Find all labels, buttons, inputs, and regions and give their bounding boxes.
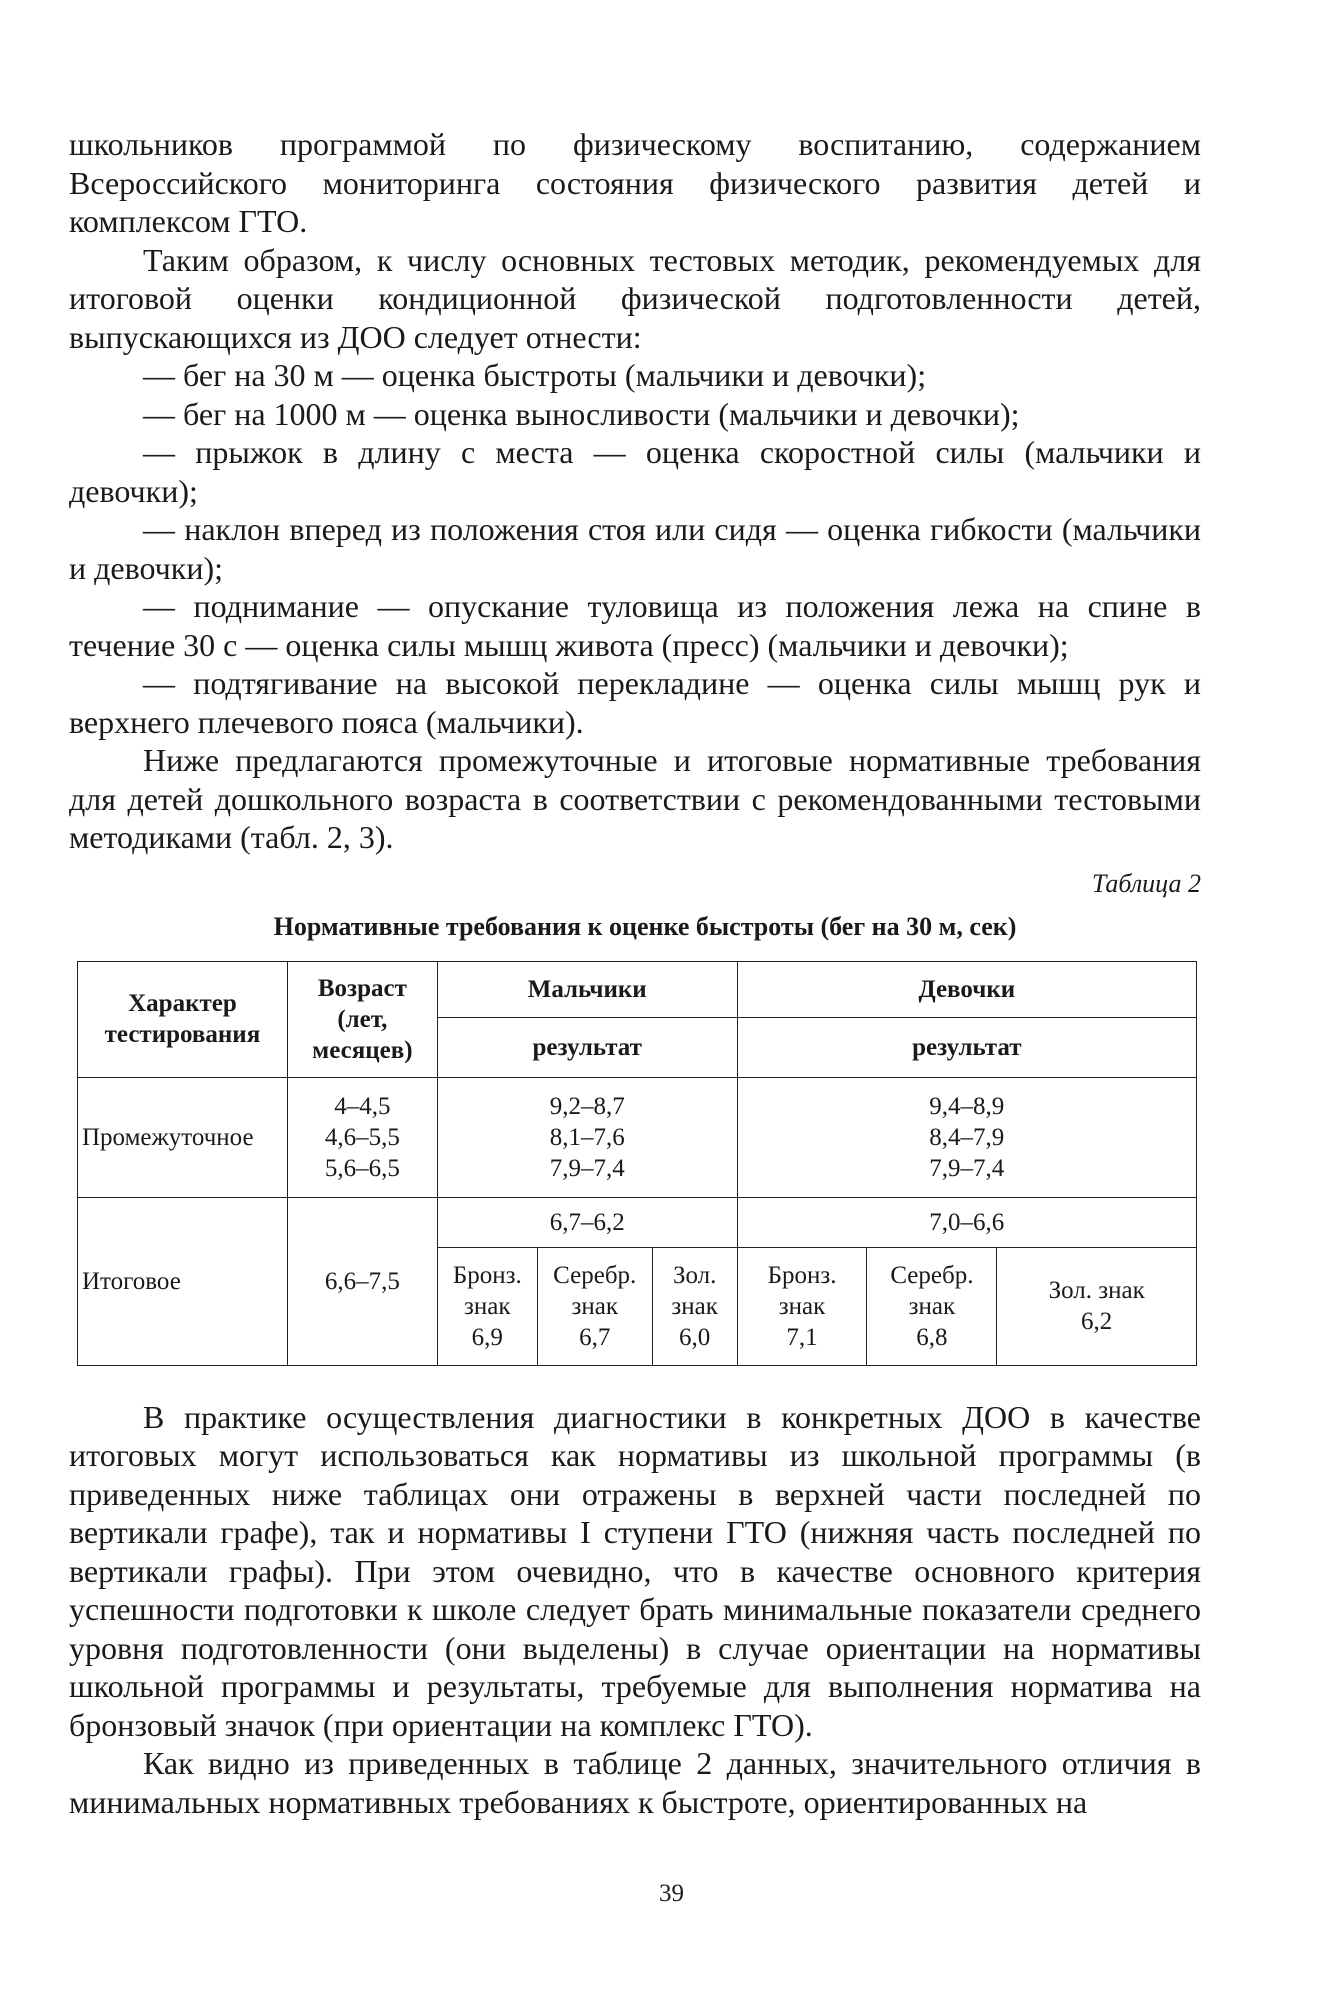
badge-value: 6,2	[1081, 1308, 1113, 1335]
row-final-label: Итоговое	[78, 1197, 288, 1365]
badge-value: 6,8	[916, 1323, 948, 1351]
badge-value: 7,1	[786, 1323, 818, 1351]
header-character: Характер тестирования	[78, 961, 288, 1077]
page-content	[69, 125, 1201, 1821]
badge-line: Бронз.	[767, 1261, 837, 1289]
badge-line: знак	[908, 1292, 956, 1320]
list-item: — поднимание — опускание туловища из положения лежа на спине в течение 30 с — оценка силы мышц живота (пресс) (мальчики и девочки);	[69, 588, 1201, 663]
final-boys-range: 6,7–6,2	[437, 1197, 737, 1247]
girls-bronze-badge	[737, 1247, 867, 1365]
badge-value: 6,0	[679, 1323, 711, 1351]
paragraph-intro-table: Ниже предлагаются промежуточные и итоговые нормативные требования для детей дошкольного возраста в соответствии с рекомендованными тестовыми методиками (табл. 2, 3).	[69, 742, 1201, 855]
list-item: — наклон вперед из положения стоя или сидя — оценка гибкости (мальчики и девочки);	[69, 511, 1201, 586]
list-item: — подтягивание на высокой перекладине — оценка силы мышц рук и верхнего плечевого пояса (мальчики).	[69, 665, 1201, 740]
list-item: — бег на 30 м — оценка быстроты (мальчики и девочки);	[143, 357, 927, 393]
badge-line: знак	[778, 1292, 826, 1320]
badge-line: знак	[464, 1292, 511, 1320]
girls-value: 7,9–7,4	[929, 1154, 1005, 1182]
badge-line: Серебр.	[553, 1261, 637, 1289]
boys-gold-badge	[652, 1247, 737, 1365]
boys-value: 7,9–7,4	[549, 1154, 625, 1182]
badge-line: знак	[571, 1292, 618, 1320]
badge-line: Зол. знак	[1048, 1277, 1145, 1304]
badge-value: 6,9	[471, 1323, 503, 1351]
paragraph-practice: В практике осуществления диагностики в конкретных ДОО в качестве итоговых могут использоваться как нормативы из школьной программы (в приведенных ниже таблицах они отражены в верхней части последней по вертикали графе), так и нормативы I ступени ГТО (нижняя часть последней по вертикали графы). При этом очевидно, что в качестве основного критерия успешности подготовки к школе следует брать минимальные показатели среднего уровня подготовленности (они выделены) в случае ориентации на нормативы школьной программы и результаты, требуемые для выполнения норматива на бронзовый значок (при ориентации на комплекс ГТО).	[69, 1398, 1201, 1743]
intermediate-ages	[287, 1077, 437, 1197]
row-intermediate-label: Промежуточное	[78, 1077, 288, 1197]
age-value: 4,6–5,5	[324, 1123, 400, 1151]
intermediate-boys	[437, 1077, 737, 1197]
girls-value: 8,4–7,9	[929, 1123, 1005, 1151]
badge-line: знак	[671, 1292, 718, 1320]
table-title: Нормативные требования к оценке быстроты (бег на 30 м, сек)	[273, 911, 1017, 941]
header-boys: Мальчики	[437, 961, 737, 1017]
girls-silver-badge	[867, 1247, 997, 1365]
boys-value: 8,1–7,6	[549, 1123, 625, 1151]
intermediate-girls	[737, 1077, 1196, 1197]
age-value: 4–4,5	[334, 1092, 391, 1120]
page-number: 39	[659, 1880, 684, 1907]
boys-value: 9,2–8,7	[549, 1092, 625, 1120]
norms-table	[77, 961, 1197, 1366]
header-girls: Девочки	[737, 961, 1196, 1017]
header-result-girls: результат	[737, 1017, 1196, 1077]
final-girls-range: 7,0–6,6	[737, 1197, 1196, 1247]
list-item: — бег на 1000 м — оценка выносливости (мальчики и девочки);	[143, 395, 1020, 432]
paragraph-2: Таким образом, к числу основных тестовых методик, рекомендуемых для итоговой оценки кондиционной физической подготовленности детей, выпускающихся из ДОО следует отнести:	[69, 241, 1201, 355]
girls-value: 9,4–8,9	[929, 1092, 1005, 1120]
final-age: 6,6–7,5	[287, 1197, 437, 1365]
header-result-boys: результат	[437, 1017, 737, 1077]
table-label: Таблица 2	[1091, 868, 1201, 898]
age-value: 5,6–6,5	[324, 1154, 400, 1182]
boys-bronze-badge	[437, 1247, 537, 1365]
paragraph-1: школьников программой по физическому воспитанию, содержанием Всероссийского мониторинга состояния физического развития детей и комплексом ГТО.	[69, 126, 1201, 239]
header-age: Возраст (лет, месяцев)	[287, 961, 437, 1077]
list-item: — прыжок в длину с места — оценка скоростной силы (мальчики и девочки);	[69, 434, 1201, 509]
badge-value: 6,7	[579, 1323, 611, 1351]
badge-line: Бронз.	[452, 1261, 522, 1289]
girls-gold-badge	[997, 1247, 1197, 1365]
badge-line: Зол.	[672, 1261, 717, 1289]
boys-silver-badge	[537, 1247, 652, 1365]
paragraph-conclusion: Как видно из приведенных в таблице 2 данных, значительного отличия в минимальных нормативных требованиях к быстроте, ориентированных на	[69, 1745, 1201, 1820]
badge-line: Серебр.	[890, 1261, 974, 1289]
